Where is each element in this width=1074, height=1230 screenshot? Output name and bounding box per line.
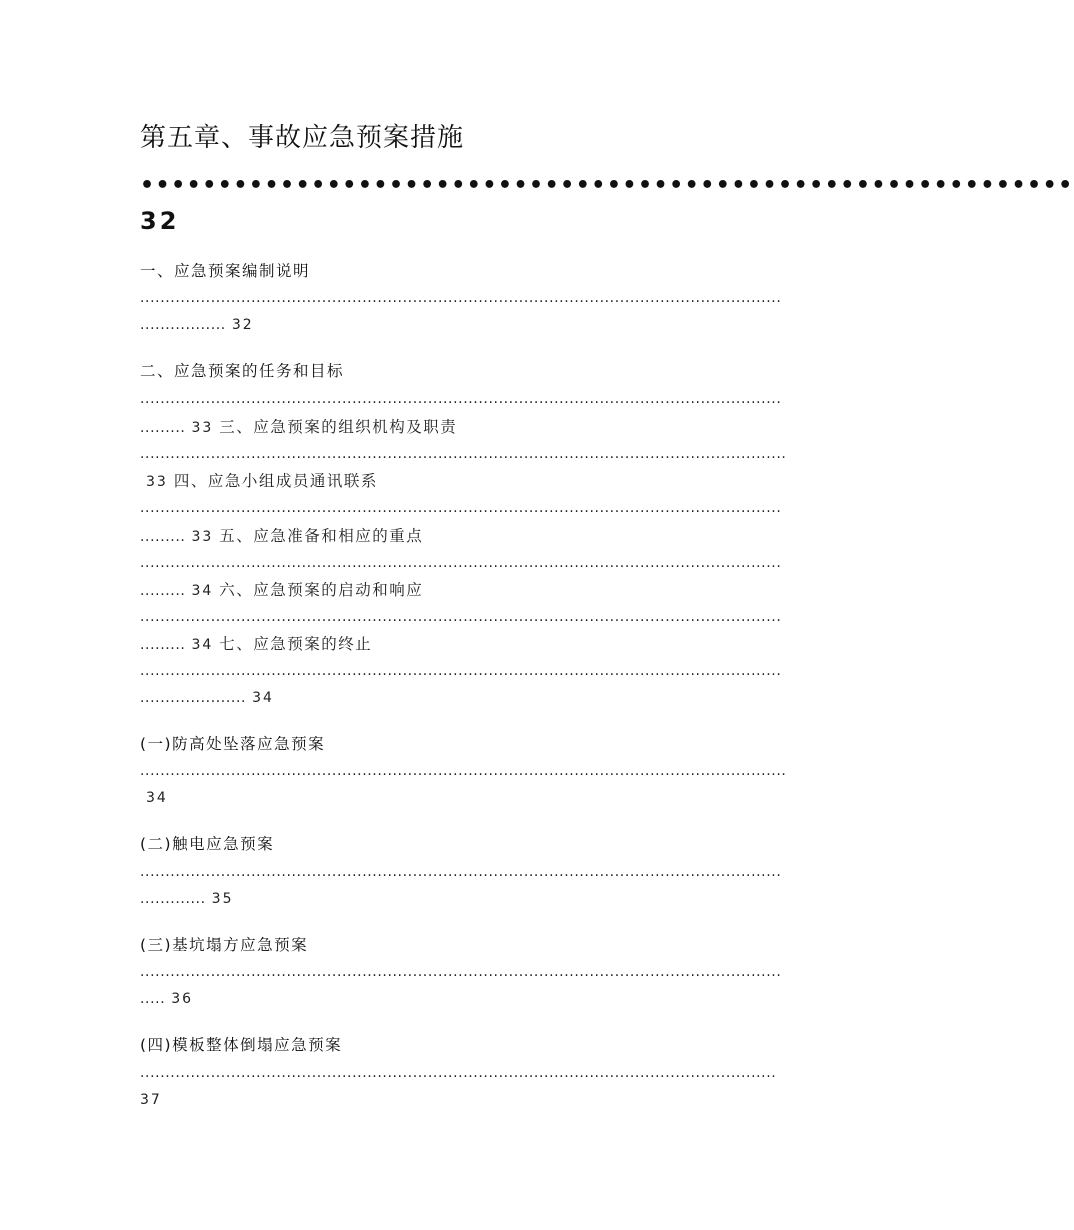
toc-page-number: 33 [191, 420, 214, 436]
toc-page-number: 34 [191, 583, 214, 599]
toc-page-number: 34 [191, 637, 214, 653]
chapter-leader-dots: •••••••••••••••••••••••••••••••••••••••••••••••••••••••••••• [140, 173, 1074, 198]
toc-entry-title: 七、应急预案的终止 [219, 635, 373, 653]
toc-tail-dots: ......... [140, 583, 186, 599]
toc-entry-title: 二、应急预案的任务和目标 [140, 362, 345, 380]
toc-entry-title: 四、应急小组成员通讯联系 [173, 472, 378, 490]
chapter-title: 第五章、事故应急预案措施 [140, 123, 465, 153]
toc-tail-dots: ......... [140, 529, 186, 545]
toc-entry-title: (四)模板整体倒塌应急预案 [140, 1036, 343, 1054]
toc-entry-title: 五、应急准备和相应的重点 [219, 527, 424, 545]
toc-entry-tail [140, 474, 378, 490]
toc-leader-dots: ............................................................................................................................... [140, 864, 782, 880]
toc-entry-title: 六、应急预案的启动和响应 [219, 581, 424, 599]
toc-entry-tail [140, 1093, 162, 1107]
toc-entry-tail [140, 791, 168, 805]
toc-entry-title: 一、应急预案编制说明 [140, 262, 311, 280]
toc-leader-dots: ............................................................................................................................... [140, 500, 782, 516]
toc-leader-dots: ............................................................................................................................... [140, 290, 782, 306]
toc-page-number: 36 [171, 991, 194, 1007]
toc-leader-dots: ............................................................................................................................... [140, 555, 782, 571]
toc-page-number: 37 [140, 1092, 162, 1108]
toc-leader-dots: ................................................................................................................................ [140, 446, 787, 462]
toc-tail-dots: ..... [140, 991, 166, 1007]
toc-entry-tail [140, 691, 274, 705]
toc-entry-tail [140, 892, 233, 906]
toc-entry-tail [140, 992, 193, 1006]
toc-leader-dots: ............................................................................................................................... [140, 391, 782, 407]
toc-page-number: 34 [146, 790, 168, 806]
toc-tail-dots: ................. [140, 317, 226, 333]
toc-page-number: 34 [252, 690, 274, 706]
toc-leader-dots: ............................................................................................................................... [140, 609, 782, 625]
toc-entry-tail [140, 318, 254, 332]
toc-tail-dots: ......... [140, 420, 186, 436]
toc-entry-tail [140, 583, 423, 599]
toc-entry-tail [140, 529, 423, 545]
toc-page-number: 35 [211, 891, 234, 907]
toc-tail-dots: ............. [140, 891, 206, 907]
toc-tail-dots: ..................... [140, 690, 247, 706]
toc-leader-dots: ............................................................................................................................... [140, 964, 782, 980]
toc-leader-dots: .............................................................................................................................. [140, 1065, 777, 1081]
toc-page-number: 33 [191, 529, 214, 545]
toc-entry-tail [140, 420, 457, 436]
toc-entry-title: (一)防高处坠落应急预案 [140, 735, 326, 753]
toc-entry-title: (三)基坑塌方应急预案 [140, 936, 309, 954]
toc-leader-dots: ................................................................................................................................ [140, 763, 787, 779]
toc-leader-dots: ............................................................................................................................... [140, 663, 782, 679]
toc-tail-dots: ......... [140, 637, 186, 653]
toc-entry-title: (二)触电应急预案 [140, 835, 275, 853]
toc-entry-tail [140, 637, 372, 653]
chapter-page-number: 32 [140, 207, 180, 235]
toc-page-number: 32 [231, 317, 254, 333]
toc-page-number: 33 [146, 474, 168, 490]
toc-entry-title: 三、应急预案的组织机构及职责 [219, 418, 458, 436]
